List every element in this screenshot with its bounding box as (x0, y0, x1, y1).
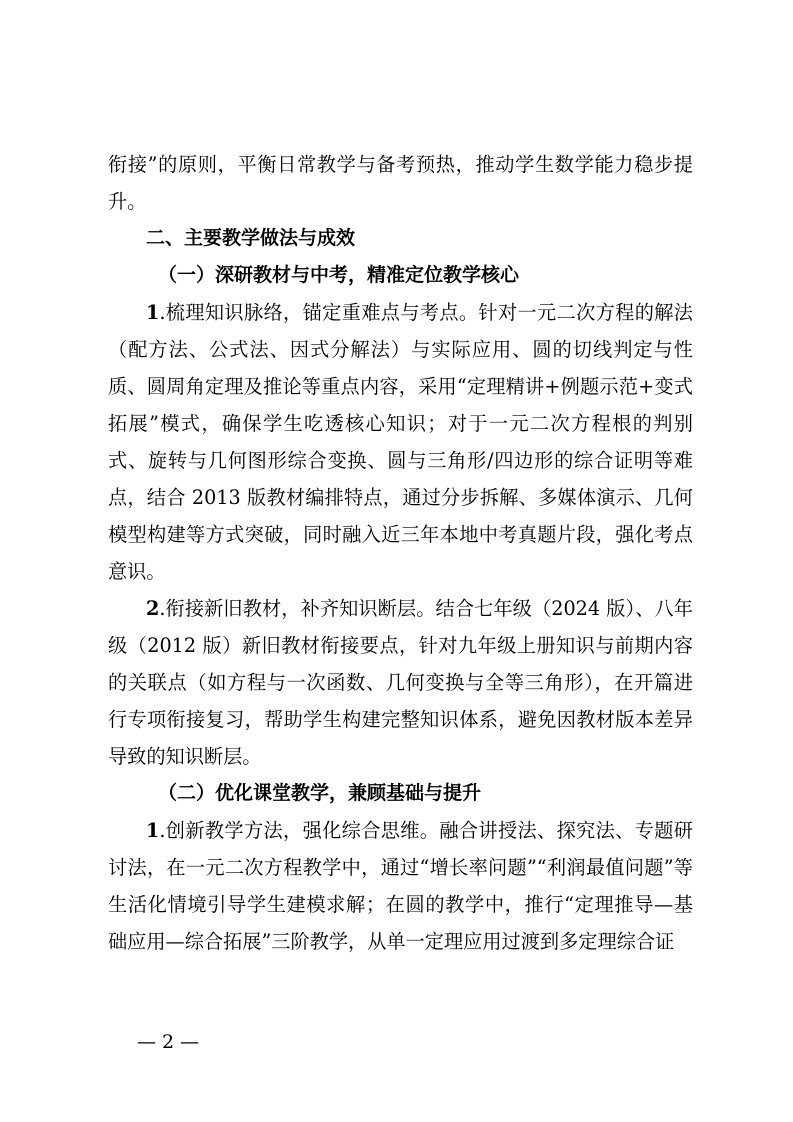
paragraph-text: .梳理知识脉络，锚定重难点与考点。针对一元二次方程的解法（配方法、公式法、因式分解法）与实际应用、圆的切线判定与性质、圆周角定理及推论等重点内容，采用“定理精讲+例题示范+变式拓展”模式，确保学生吃透核心知识；对于一元二次方程根的判别式、旋转与几何图形综合变换、圆与三角形/四边形的综合证明等难点，结合 2013 版教材编排特点，通过分步拆解、多媒体演示、几何模型构建等方式突破，同时融入近三年本地中考真题片段，强化考点意识。 (108, 301, 693, 583)
paragraph-teaching-methods (108, 812, 693, 960)
paragraph-textbook-bridging (108, 590, 693, 775)
paragraph-text: .创新教学方法，强化综合思维。融合讲授法、探究法、专题研讨法，在一元二次方程教学中，通过“增长率问题”“利润最值问题”等生活化情境引导学生建模求解；在圆的教学中，推行“定理推导—基础应用—综合拓展”三阶教学，从单一定理应用过渡到多定理综合证 (108, 819, 693, 953)
item-number: 1 (146, 301, 160, 324)
subsection-heading-classroom-teaching: （二）优化课堂教学，兼顾基础与提升 (158, 782, 482, 804)
page-number: — 2 — (137, 1031, 200, 1053)
item-number: 1 (146, 819, 160, 842)
section-heading-main-practices: 二、主要教学做法与成效 (146, 227, 356, 249)
subsection-heading-textbook-research: （一）深研教材与中考，精准定位教学核心 (158, 264, 520, 286)
page-content (108, 146, 693, 960)
item-number: 2 (146, 597, 160, 620)
paragraph-text: .衔接新旧教材，补齐知识断层。结合七年级（2024 版）、八年级（2012 版）新旧教材衔接要点，针对九年级上册知识与前期内容的关联点（如方程与一次函数、几何变换与全等三角形），在开篇进行专项衔接复习，帮助学生构建完整知识体系，避免因教材版本差异导致的知识断层。 (108, 597, 693, 768)
paragraph-continuation: 衔接”的原则，平衡日常教学与备考预热，推动学生数学能力稳步提升。 (108, 153, 693, 213)
paragraph-knowledge-structure (108, 294, 693, 590)
